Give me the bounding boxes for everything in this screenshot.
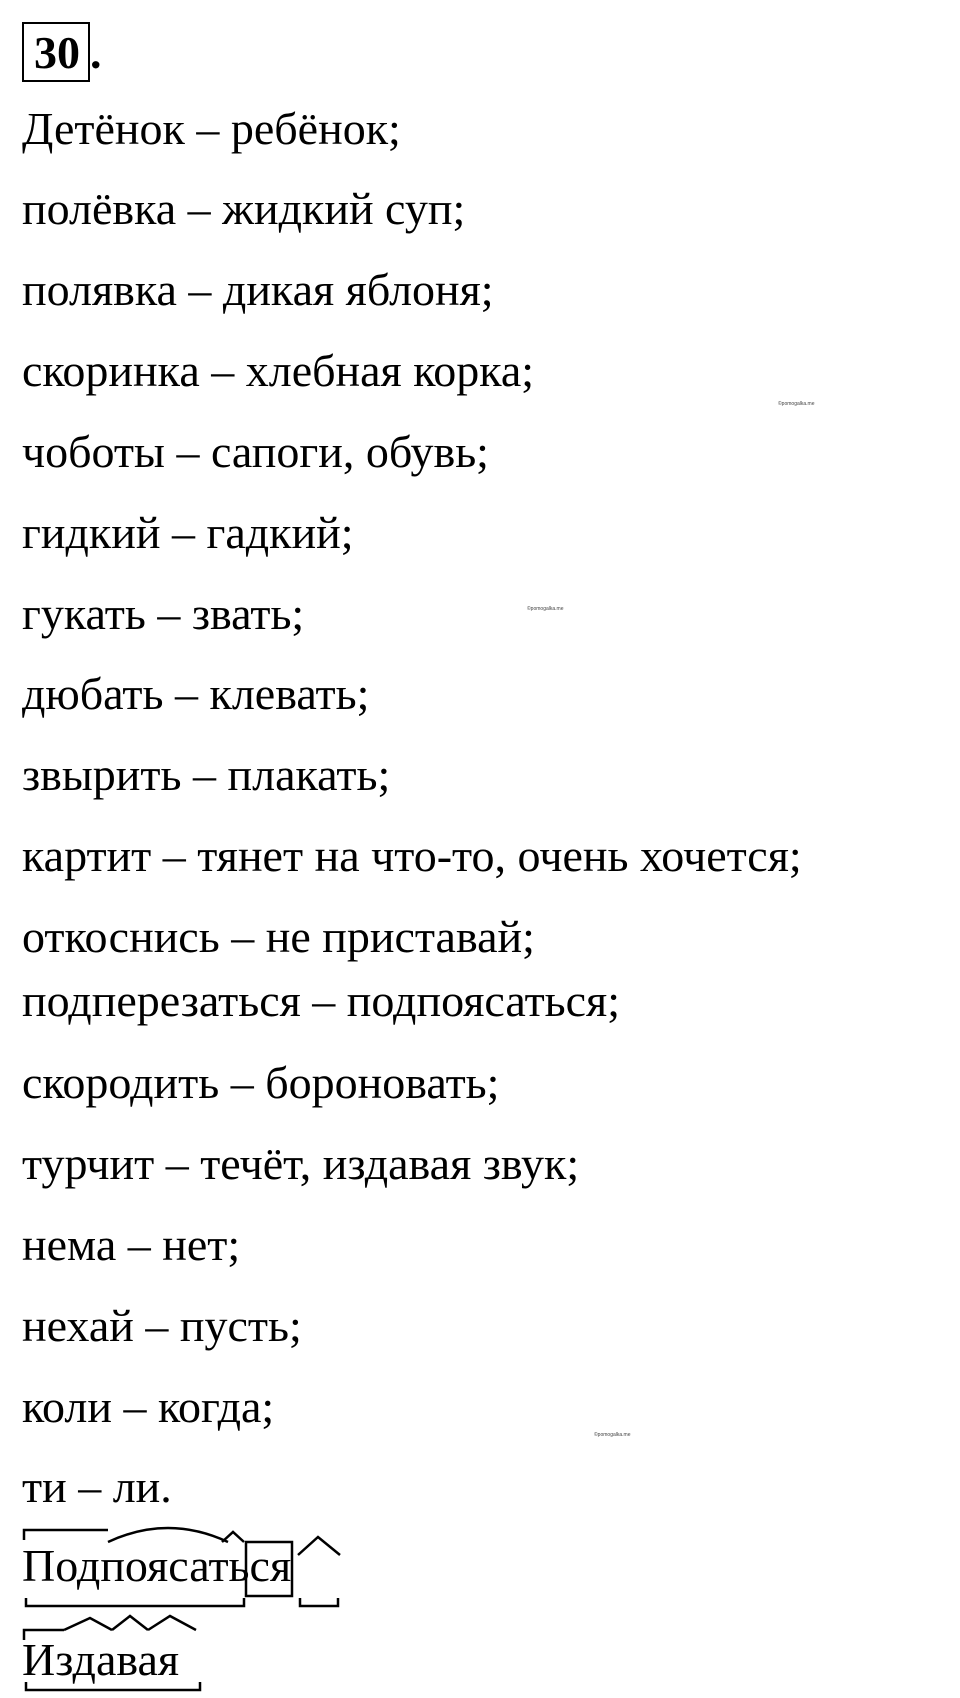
line-9: картит – тянет на что-то, очень хочется; <box>22 830 802 881</box>
prefix-mark <box>24 1530 108 1540</box>
line-14: нема – нет; <box>22 1219 241 1270</box>
postfix-mark <box>298 1537 340 1555</box>
line-17: ти – ли. <box>22 1461 172 1512</box>
suffix-mark <box>222 1532 244 1542</box>
postfix-stem-mark <box>300 1598 338 1606</box>
line-8: звырить – плакать; <box>22 749 391 800</box>
line-10: откоснись – не приставай; <box>22 911 535 962</box>
watermark-2: ©pomogalka.me <box>527 606 564 612</box>
stem-mark <box>26 1598 244 1606</box>
line-16: коли – когда; <box>22 1381 275 1432</box>
morpheme-parse-word-2: Издавая <box>22 1634 180 1685</box>
line-7: дюбать – клевать; <box>22 668 370 719</box>
line-4: чоботы – сапоги, обувь; <box>22 426 489 477</box>
watermark-1: ©pomogalka.me <box>778 401 815 407</box>
line-1: полёвка – жидкий суп; <box>22 183 466 234</box>
exercise-number-box: 30 <box>22 22 90 82</box>
ending-box <box>246 1542 292 1596</box>
root-arc <box>108 1528 228 1542</box>
line-0: Детёнок – ребёнок; <box>22 103 401 154</box>
prefix: Под <box>22 1540 101 1591</box>
line-13: турчит – течёт, издавая звук; <box>22 1138 580 1189</box>
line-3: скоринка – хлебная корка; <box>22 345 535 396</box>
word2-root-arc <box>64 1618 112 1630</box>
word2-suffix-mark <box>112 1616 148 1630</box>
word2-suffix-mark-2 <box>148 1616 196 1630</box>
line-12: скородить – бороновать; <box>22 1057 500 1108</box>
root: пояс <box>100 1540 190 1591</box>
postfix: ся <box>249 1540 292 1591</box>
line-15: нехай – пусть; <box>22 1300 302 1351</box>
line-6: гукать – звать; <box>22 588 305 639</box>
ending: ть <box>208 1540 250 1591</box>
exercise-number: 30 . <box>22 22 102 82</box>
suffix: а <box>189 1540 209 1591</box>
watermark-3: ©pomogalka.me <box>594 1432 631 1438</box>
line-5: гидкий – гадкий; <box>22 507 354 558</box>
line-11: подперезаться – подпоясаться; <box>22 975 620 1026</box>
line-2: полявка – дикая яблоня; <box>22 264 494 315</box>
